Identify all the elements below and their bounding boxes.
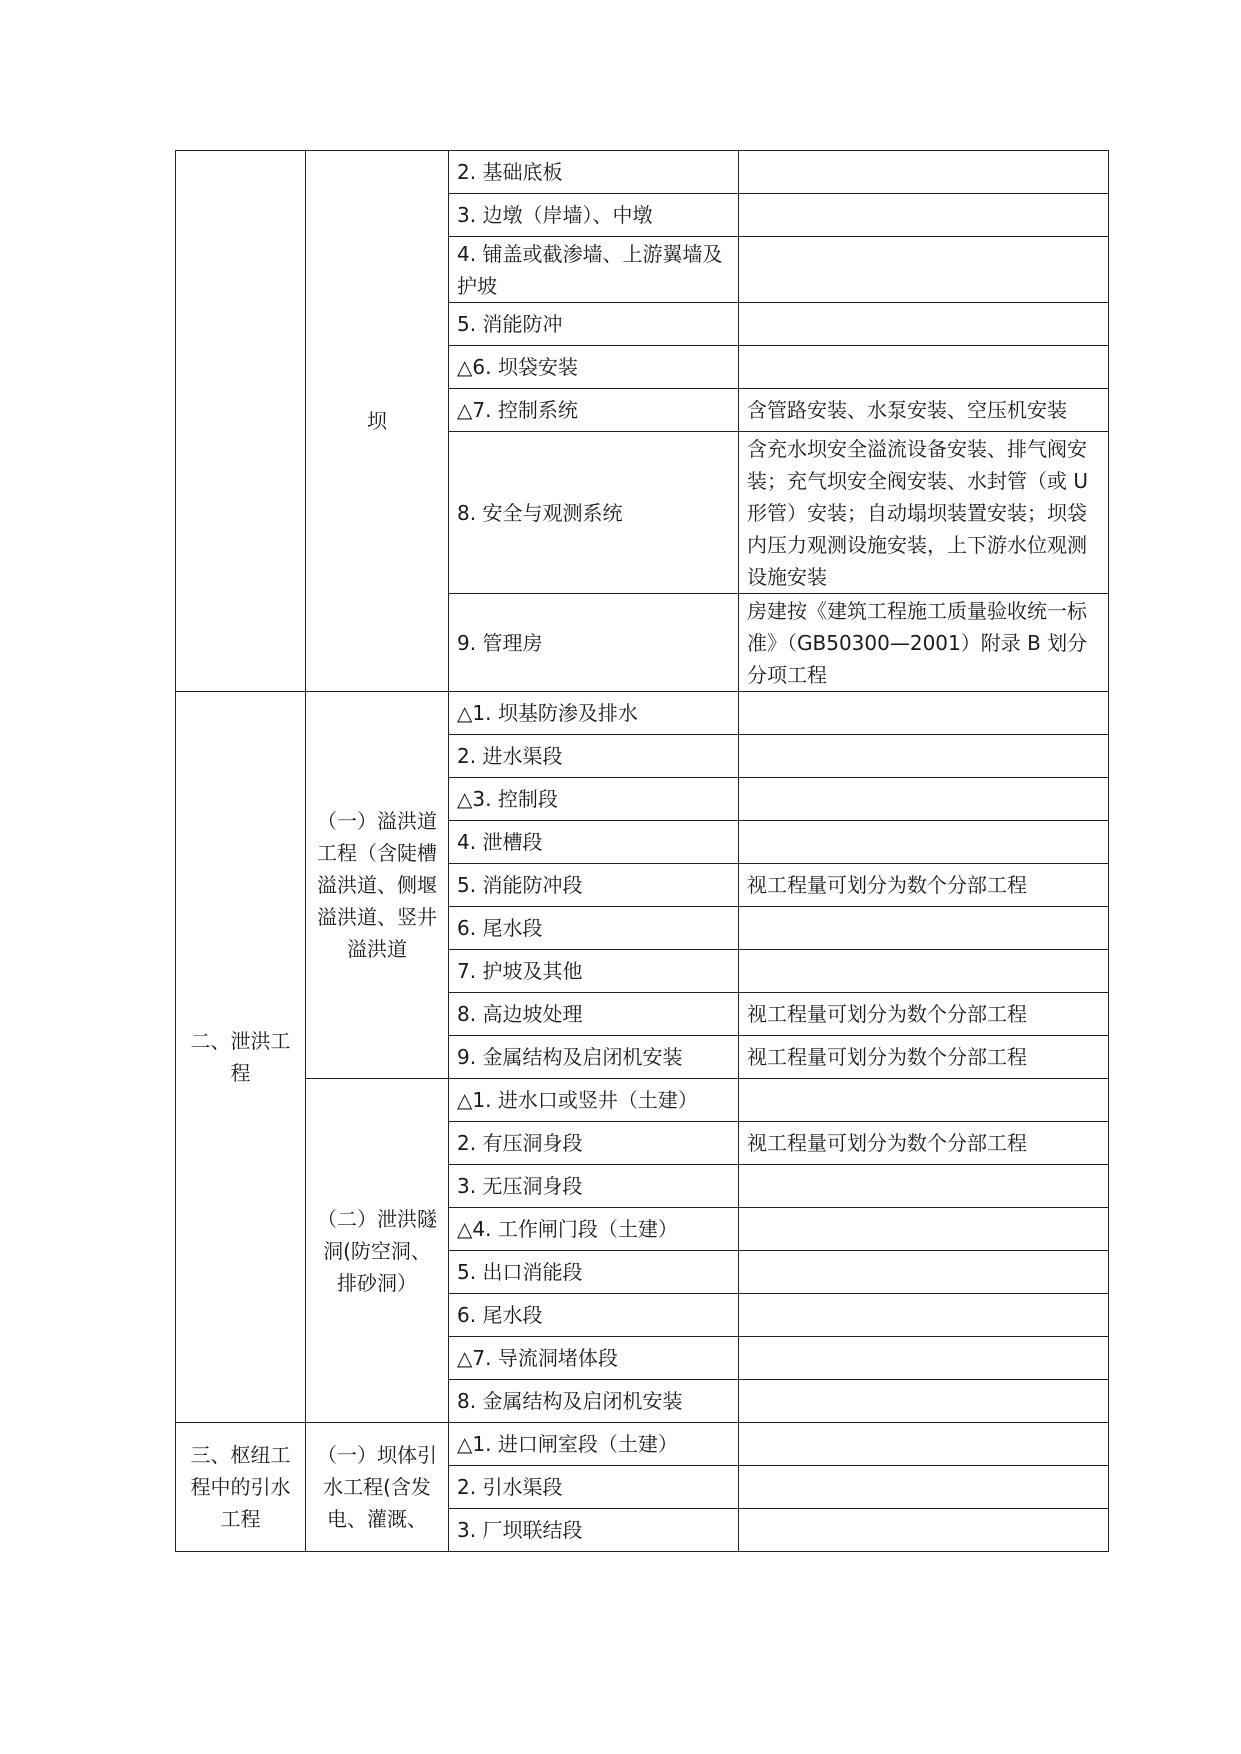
unit-project-cell xyxy=(176,151,306,692)
division-item: △1. 进口闸室段（土建） xyxy=(449,1423,739,1466)
division-item: 3. 边墩（岸墙）、中墩 xyxy=(449,194,739,237)
division-item: △4. 工作闸门段（土建） xyxy=(449,1208,739,1251)
remark-cell xyxy=(739,821,1109,864)
unit-project-cell: 二、泄洪工程 xyxy=(176,692,306,1423)
table-row xyxy=(176,1423,1109,1466)
division-item: 8. 金属结构及启闭机安装 xyxy=(449,1380,739,1423)
remark-cell xyxy=(739,1466,1109,1509)
remark-cell xyxy=(739,950,1109,993)
division-item: 6. 尾水段 xyxy=(449,907,739,950)
division-item: 9. 金属结构及启闭机安装 xyxy=(449,1036,739,1079)
sub-unit-cell: （一）坝体引水工程(含发电、灌溉、 xyxy=(306,1423,449,1552)
remark-cell xyxy=(739,1380,1109,1423)
remark-cell xyxy=(739,1165,1109,1208)
remark-cell xyxy=(739,1294,1109,1337)
table-row xyxy=(176,1079,1109,1122)
division-item: 2. 进水渠段 xyxy=(449,735,739,778)
division-item: △6. 坝袋安装 xyxy=(449,346,739,389)
remark-cell: 含管路安装、水泵安装、空压机安装 xyxy=(739,389,1109,432)
division-item: 7. 护坡及其他 xyxy=(449,950,739,993)
division-item: 5. 消能防冲 xyxy=(449,303,739,346)
table-row xyxy=(176,151,1109,194)
division-item: 5. 消能防冲段 xyxy=(449,864,739,907)
sub-unit-cell: （二）泄洪隧洞(防空洞、排砂洞） xyxy=(306,1079,449,1423)
division-item: △1. 坝基防渗及排水 xyxy=(449,692,739,735)
division-item: 2. 基础底板 xyxy=(449,151,739,194)
division-item: 4. 泄槽段 xyxy=(449,821,739,864)
remark-cell xyxy=(739,303,1109,346)
remark-cell xyxy=(739,194,1109,237)
unit-project-cell: 三、枢纽工程中的引水工程 xyxy=(176,1423,306,1552)
division-item: 5. 出口消能段 xyxy=(449,1251,739,1294)
division-item: △7. 导流洞堵体段 xyxy=(449,1337,739,1380)
division-item: △3. 控制段 xyxy=(449,778,739,821)
remark-cell xyxy=(739,907,1109,950)
division-item: 3. 厂坝联结段 xyxy=(449,1509,739,1552)
remark-cell: 视工程量可划分为数个分部工程 xyxy=(739,864,1109,907)
remark-cell xyxy=(739,1337,1109,1380)
remark-cell xyxy=(739,1079,1109,1122)
table-row xyxy=(176,692,1109,735)
division-item: 9. 管理房 xyxy=(449,594,739,692)
remark-cell: 视工程量可划分为数个分部工程 xyxy=(739,993,1109,1036)
remark-cell xyxy=(739,237,1109,303)
remark-cell xyxy=(739,778,1109,821)
division-item: △1. 进水口或竖井（土建） xyxy=(449,1079,739,1122)
division-item: △7. 控制系统 xyxy=(449,389,739,432)
division-item: 3. 无压洞身段 xyxy=(449,1165,739,1208)
project-division-table xyxy=(175,150,1109,1552)
division-item: 4. 铺盖或截渗墙、上游翼墙及护坡 xyxy=(449,237,739,303)
remark-cell xyxy=(739,735,1109,778)
remark-cell xyxy=(739,1509,1109,1552)
division-item: 8. 高边坡处理 xyxy=(449,993,739,1036)
division-item: 8. 安全与观测系统 xyxy=(449,432,739,594)
remark-cell xyxy=(739,151,1109,194)
remark-cell: 视工程量可划分为数个分部工程 xyxy=(739,1036,1109,1079)
remark-cell xyxy=(739,1423,1109,1466)
division-item: 2. 引水渠段 xyxy=(449,1466,739,1509)
remark-cell: 含充水坝安全溢流设备安装、排气阀安装；充气坝安全阀安装、水封管（或 U 形管）安装；自动塌坝装置安装；坝袋内压力观测设施安装，上下游水位观测设施安装 xyxy=(739,432,1109,594)
remark-cell xyxy=(739,1208,1109,1251)
remark-cell xyxy=(739,346,1109,389)
remark-cell: 房建按《建筑工程施工质量验收统一标准》（GB50300—2001）附录 B 划分分项工程 xyxy=(739,594,1109,692)
remark-cell xyxy=(739,692,1109,735)
sub-unit-cell: （一）溢洪道工程（含陡槽溢洪道、侧堰溢洪道、竖井溢洪道 xyxy=(306,692,449,1079)
remark-cell: 视工程量可划分为数个分部工程 xyxy=(739,1122,1109,1165)
division-item: 2. 有压洞身段 xyxy=(449,1122,739,1165)
sub-unit-cell: 坝 xyxy=(306,151,449,692)
division-item: 6. 尾水段 xyxy=(449,1294,739,1337)
remark-cell xyxy=(739,1251,1109,1294)
